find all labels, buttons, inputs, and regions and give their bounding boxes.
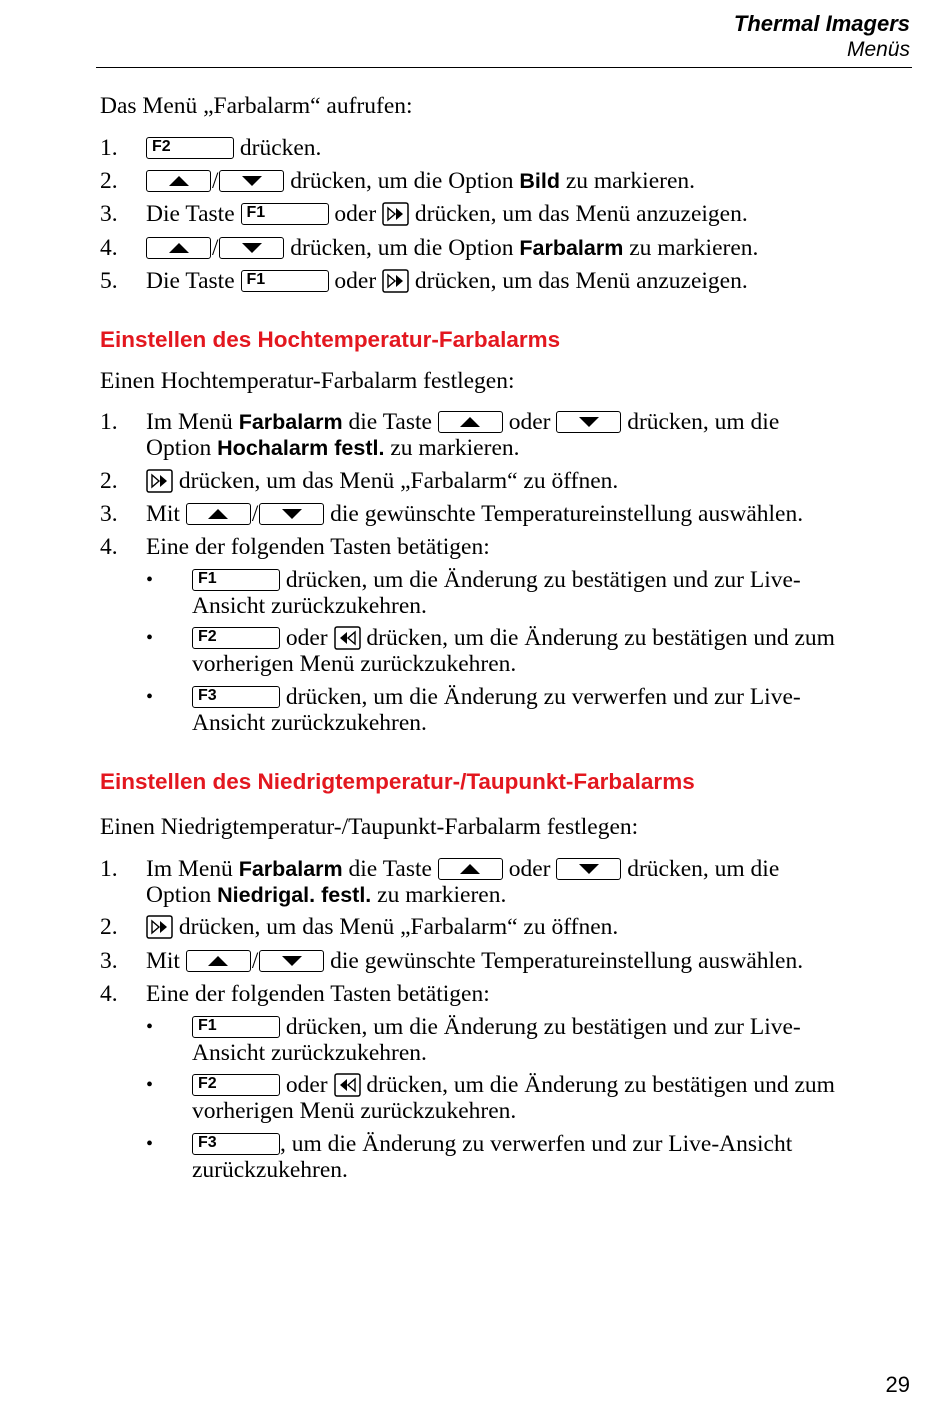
down-arrow-key-icon	[219, 237, 284, 259]
bullet-icon: •	[146, 1133, 154, 1155]
f3-key-icon: F3	[192, 686, 280, 708]
low-step-4: Eine der folgenden Tasten betätigen:	[146, 981, 490, 1007]
down-arrow-key-icon	[219, 170, 284, 192]
right-arrow-key-icon	[382, 202, 409, 226]
intro-lead: Das Menü „Farbalarm“ aufrufen:	[100, 93, 413, 119]
high-step-2: drücken, um das Menü „Farbalarm“ zu öffnen.	[146, 467, 618, 495]
f1-key-icon: F1	[192, 569, 280, 591]
f1-key-icon: F1	[241, 270, 329, 292]
right-arrow-key-icon	[146, 915, 173, 939]
high-bullet-1-line-1: F1 drücken, um die Änderung zu bestätigen und zur Live-	[192, 566, 801, 594]
f1-key-icon: F1	[241, 203, 329, 225]
down-arrow-key-icon	[259, 950, 324, 972]
high-step-1-line-1: Im Menü Farbalarm die Taste oder drücken, um die	[146, 409, 780, 435]
intro-step-4: / drücken, um die Option Farbalarm zu markieren.	[146, 234, 758, 262]
low-step-4-num: 4.	[100, 981, 118, 1007]
low-step-2: drücken, um das Menü „Farbalarm“ zu öffnen.	[146, 913, 618, 941]
high-step-3: Mit / die gewünschte Temperatureinstellung auswählen.	[146, 501, 804, 527]
intro-step-5-num: 5.	[100, 268, 118, 294]
low-bullet-3-line-1: F3 , um die Änderung zu verwerfen und zur Live-Ansicht	[192, 1130, 792, 1158]
low-bullet-2-line-1: F2 oder drücken, um die Änderung zu bestätigen und zum	[192, 1071, 835, 1099]
high-step-2-num: 2.	[100, 468, 118, 494]
high-step-4-num: 4.	[100, 534, 118, 560]
up-arrow-key-icon	[146, 237, 211, 259]
left-arrow-key-icon	[334, 1073, 361, 1097]
f2-key-icon: F2	[146, 137, 234, 159]
intro-step-2: / drücken, um die Option Bild zu markieren.	[146, 167, 695, 195]
high-bullet-1-line-2: Ansicht zurückzukehren.	[192, 593, 427, 619]
low-step-2-num: 2.	[100, 914, 118, 940]
down-arrow-key-icon	[556, 411, 621, 433]
up-arrow-key-icon	[438, 858, 503, 880]
header-title: Thermal Imagers	[733, 11, 910, 36]
down-arrow-key-icon	[556, 858, 621, 880]
right-arrow-key-icon	[382, 269, 409, 293]
up-arrow-key-icon	[146, 170, 211, 192]
section-heading-low: Einstellen des Niedrigtemperatur-/Taupunkt-Farbalarms	[100, 769, 695, 794]
intro-step-4-num: 4.	[100, 235, 118, 261]
low-bullet-1-line-1: F1 drücken, um die Änderung zu bestätigen und zur Live-	[192, 1013, 801, 1041]
low-step-3-num: 3.	[100, 948, 118, 974]
low-step-1-line-1: Im Menü Farbalarm die Taste oder drücken, um die	[146, 856, 780, 882]
intro-step-2-num: 2.	[100, 168, 118, 194]
down-arrow-key-icon	[259, 503, 324, 525]
section-heading-high: Einstellen des Hochtemperatur-Farbalarms	[100, 327, 561, 352]
up-arrow-key-icon	[186, 950, 251, 972]
bullet-icon: •	[146, 627, 154, 649]
low-bullet-1-line-2: Ansicht zurückzukehren.	[192, 1040, 427, 1066]
left-arrow-key-icon	[334, 626, 361, 650]
low-step-1-num: 1.	[100, 856, 118, 882]
header-subtitle: Menüs	[846, 38, 910, 61]
high-bullet-2-line-2: vorherigen Menü zurückzukehren.	[192, 651, 517, 677]
bullet-icon: •	[146, 1016, 154, 1038]
intro-step-5: Die Taste F1 oder drücken, um das Menü anzuzeigen.	[146, 268, 748, 294]
intro-step-3: Die Taste F1 oder drücken, um das Menü anzuzeigen.	[146, 201, 748, 227]
up-arrow-key-icon	[438, 411, 503, 433]
f2-key-icon: F2	[192, 1074, 280, 1096]
low-step-3: Mit / die gewünschte Temperatureinstellung auswählen.	[146, 948, 804, 974]
high-bullet-2-line-1: F2 oder drücken, um die Änderung zu bestätigen und zum	[192, 624, 835, 652]
intro-step-1: F2 drücken.	[146, 134, 321, 162]
f3-key-icon: F3	[192, 1133, 280, 1155]
bullet-icon: •	[146, 686, 154, 708]
f2-key-icon: F2	[192, 627, 280, 649]
high-step-1-num: 1.	[100, 409, 118, 435]
bullet-icon: •	[146, 569, 154, 591]
low-bullet-3-line-2: zurückzukehren.	[192, 1157, 348, 1183]
intro-step-1-num: 1.	[100, 135, 118, 161]
high-bullet-3-line-2: Ansicht zurückzukehren.	[192, 710, 427, 736]
high-bullet-3-line-1: F3 drücken, um die Änderung zu verwerfen und zur Live-	[192, 683, 801, 711]
high-step-3-num: 3.	[100, 501, 118, 527]
low-bullet-2-line-2: vorherigen Menü zurückzukehren.	[192, 1098, 517, 1124]
bullet-icon: •	[146, 1074, 154, 1096]
high-step-4: Eine der folgenden Tasten betätigen:	[146, 534, 490, 560]
low-lead: Einen Niedrigtemperatur-/Taupunkt-Farbalarm festlegen:	[100, 814, 639, 840]
low-step-1-line-2: Option Niedrigal. festl. zu markieren.	[146, 882, 507, 908]
header-rule	[96, 67, 912, 68]
high-lead: Einen Hochtemperatur-Farbalarm festlegen:	[100, 368, 515, 394]
up-arrow-key-icon	[186, 503, 251, 525]
right-arrow-key-icon	[146, 469, 173, 493]
f1-key-icon: F1	[192, 1016, 280, 1038]
page-number: 29	[885, 1372, 910, 1397]
high-step-1-line-2: Option Hochalarm festl. zu markieren.	[146, 435, 520, 461]
intro-step-3-num: 3.	[100, 201, 118, 227]
